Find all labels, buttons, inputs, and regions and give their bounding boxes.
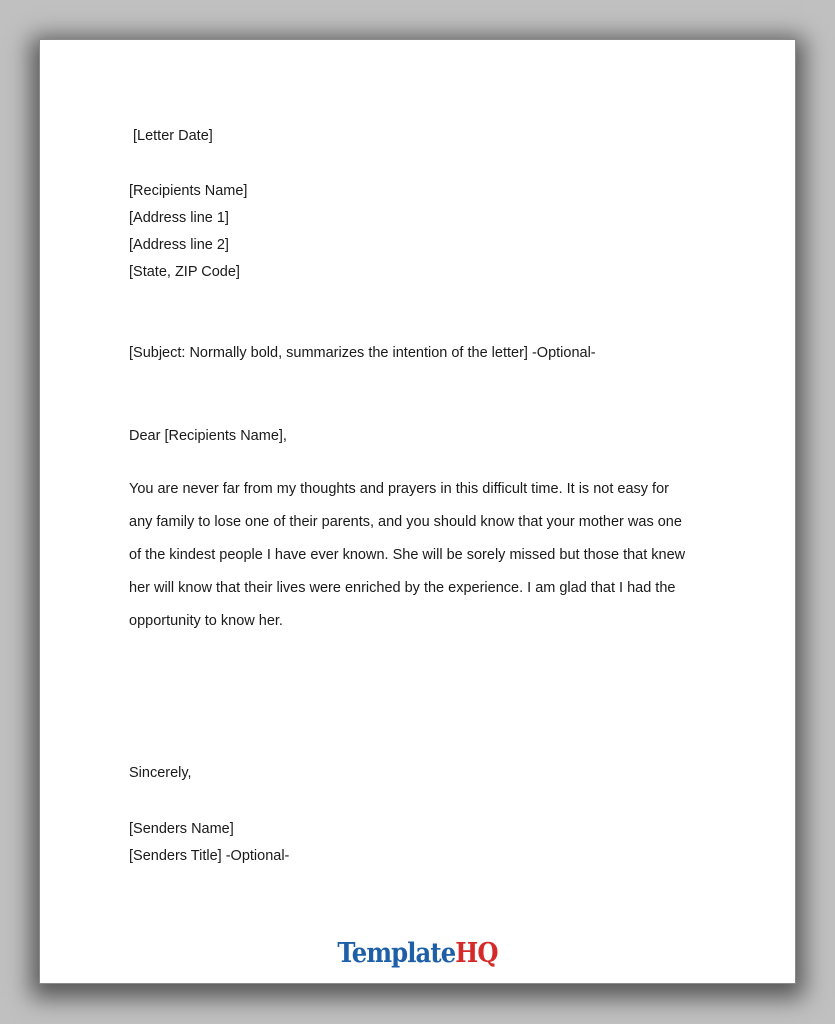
body-line: opportunity to know her. xyxy=(129,613,283,629)
letter-salutation: Dear [Recipients Name], xyxy=(129,428,287,444)
logo-text-template: Template xyxy=(337,938,456,969)
letter-date: [Letter Date] xyxy=(133,128,213,144)
body-line: You are never far from my thoughts and prayers in this difficult time. It is not easy for xyxy=(129,481,669,497)
body-line: of the kindest people I have ever known. She will be sorely missed but those that knew xyxy=(129,547,686,563)
sender-title: [Senders Title] -Optional- xyxy=(129,848,290,864)
recipient-address-line-2: [Address line 2] xyxy=(129,237,229,253)
letter-body xyxy=(129,480,729,645)
body-line: her will know that their lives were enriched by the experience. I am glad that I had the xyxy=(129,580,676,596)
body-line: any family to lose one of their parents, and you should know that your mother was one xyxy=(129,514,682,530)
letter-closing: Sincerely, xyxy=(129,765,192,781)
templatehq-logo xyxy=(78,938,758,969)
recipient-state-zip: [State, ZIP Code] xyxy=(129,264,240,280)
recipient-name: [Recipients Name] xyxy=(129,183,248,199)
logo-text-hq: HQ xyxy=(455,938,498,969)
sender-name: [Senders Name] xyxy=(129,821,234,837)
letter-page xyxy=(39,39,796,984)
letter-subject: [Subject: Normally bold, summarizes the intention of the letter] -Optional- xyxy=(129,345,596,361)
recipient-address-line-1: [Address line 1] xyxy=(129,210,229,226)
